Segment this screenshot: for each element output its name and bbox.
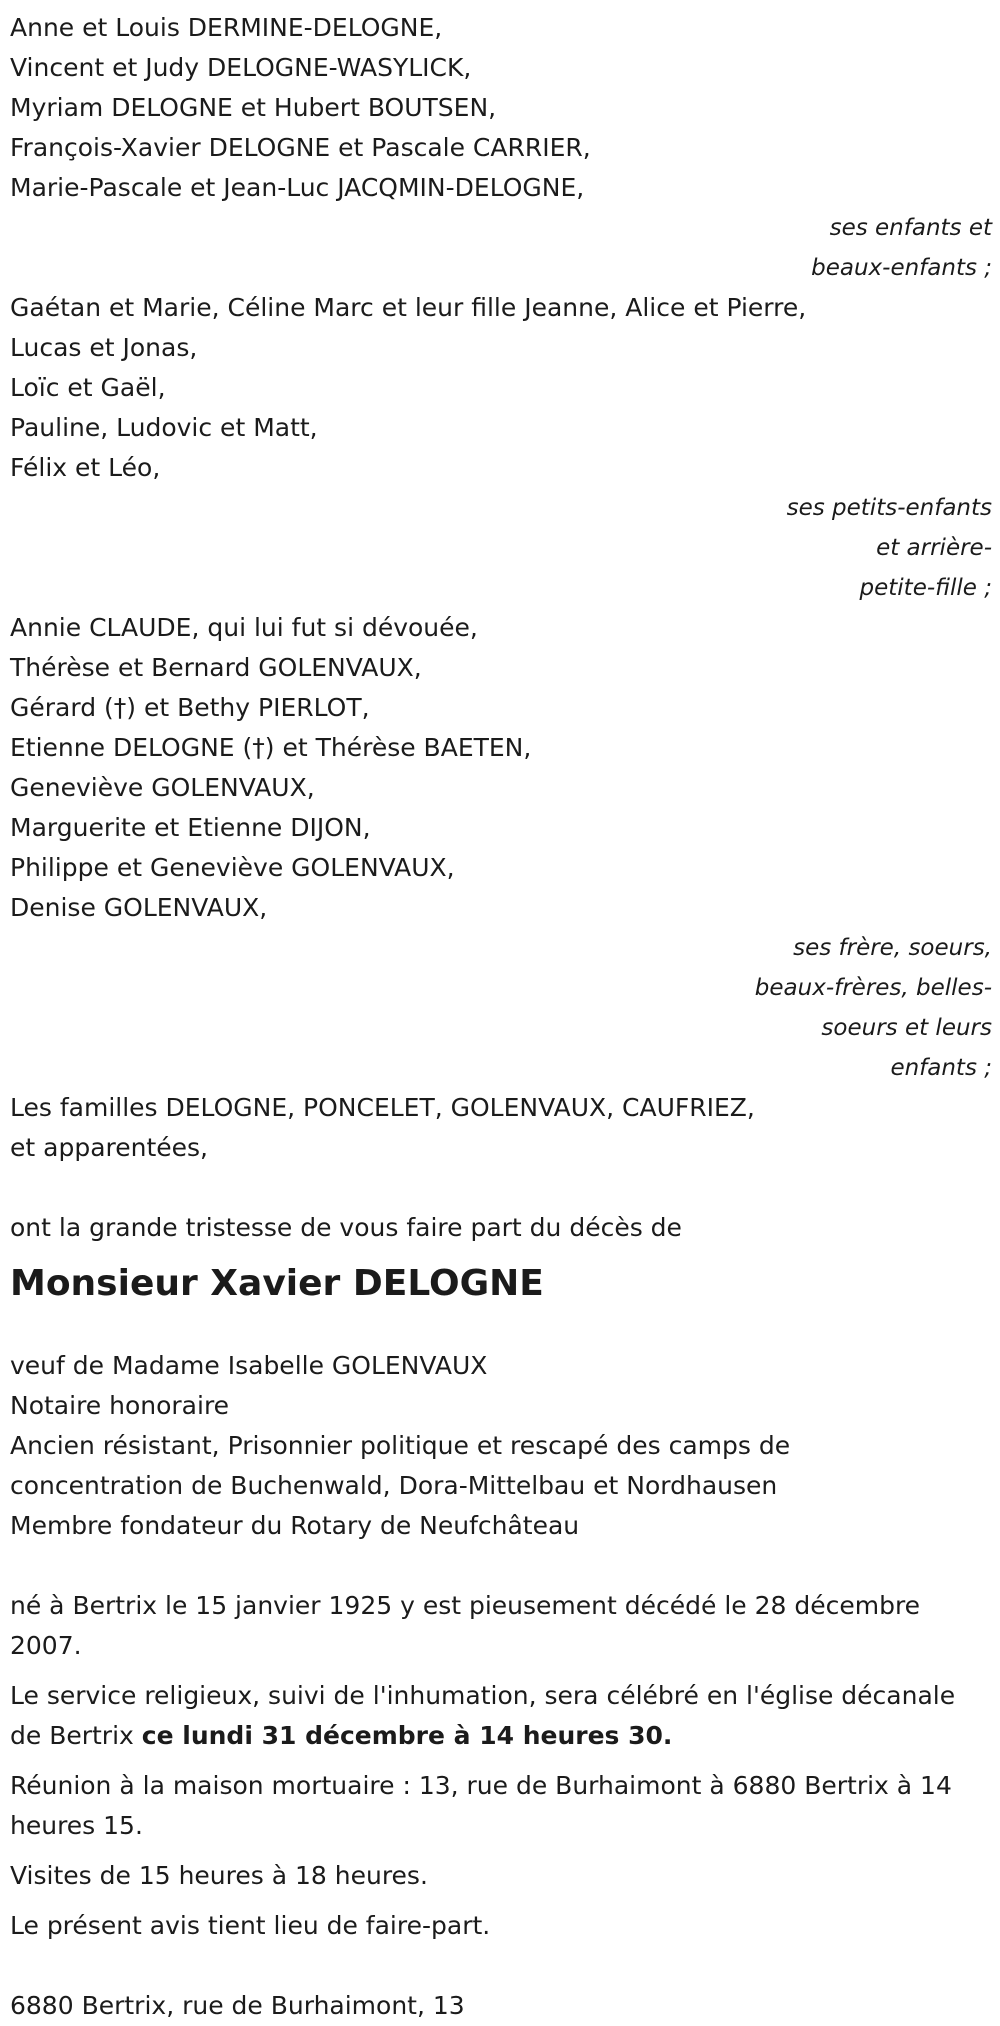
list-item: Marie-Pascale et Jean-Luc JACQMIN-DELOGNE, [10, 173, 585, 202]
address-text: 6880 Bertrix, rue de Burhaimont, 13 [10, 1991, 465, 2020]
address [10, 1986, 992, 2026]
birth-death-paragraph: né à Bertrix le 15 janvier 1925 y est pieusement décédé le 28 décembre 2007. [10, 1591, 921, 1660]
announcement [10, 1208, 992, 1248]
list-item: Gaétan et Marie, Céline Marc et leur fille Jeanne, Alice et Pierre, [10, 293, 807, 322]
grandchildren-list [10, 288, 992, 488]
detail-line: Notaire honoraire [10, 1391, 230, 1420]
obituary-document [10, 8, 992, 2026]
children-list [10, 8, 992, 208]
caption-line: et arrière- [876, 535, 992, 561]
spacer [10, 1168, 992, 1208]
list-item: et apparentées, [10, 1133, 208, 1162]
spacer [10, 1306, 992, 1346]
list-item: Thérèse et Bernard GOLENVAUX, [10, 653, 422, 682]
list-item: Les familles DELOGNE, PONCELET, GOLENVAUX, CAUFRIEZ, [10, 1093, 755, 1122]
caption-line: petite-fille ; [859, 575, 992, 601]
caption-line: enfants ; [890, 1055, 992, 1081]
list-item: Gérard (†) et Bethy PIERLOT, [10, 693, 370, 722]
list-item: Lucas et Jonas, [10, 333, 198, 362]
list-item: Félix et Léo, [10, 453, 161, 482]
list-item: Vincent et Judy DELOGNE-WASYLICK, [10, 53, 472, 82]
children-caption [10, 208, 992, 288]
list-item: Etienne DELOGNE (†) et Thérèse BAETEN, [10, 733, 532, 762]
service-paragraph [10, 1676, 992, 1756]
visits-paragraph: Visites de 15 heures à 18 heures. [10, 1861, 428, 1890]
spacer [10, 1946, 992, 1986]
siblings-caption [10, 928, 992, 1088]
deceased-name: Monsieur Xavier DELOGNE [10, 1263, 544, 1304]
list-item: Geneviève GOLENVAUX, [10, 773, 315, 802]
caption-line: ses petits-enfants [786, 495, 992, 521]
list-item: Myriam DELOGNE et Hubert BOUTSEN, [10, 93, 497, 122]
list-item: Philippe et Geneviève GOLENVAUX, [10, 853, 455, 882]
list-item: Pauline, Ludovic et Matt, [10, 413, 318, 442]
detail-line: Membre fondateur du Rotary de Neufchâteau [10, 1511, 580, 1540]
caption-line: beaux-frères, belles- [754, 975, 992, 1001]
notice-paragraph: Le présent avis tient lieu de faire-part. [10, 1911, 491, 1940]
list-item: Annie CLAUDE, qui lui fut si dévouée, [10, 613, 478, 642]
caption-line: soeurs et leurs [821, 1015, 992, 1041]
reunion-paragraph: Réunion à la maison mortuaire : 13, rue de Burhaimont à 6880 Bertrix à 14 heures 15. [10, 1771, 952, 1840]
list-item: Denise GOLENVAUX, [10, 893, 268, 922]
caption-line: ses enfants et [829, 215, 992, 241]
list-item: François-Xavier DELOGNE et Pascale CARRIER, [10, 133, 591, 162]
grandchildren-caption [10, 488, 992, 608]
caption-line: beaux-enfants ; [811, 255, 992, 281]
service-text: Le service religieux, suivi de l'inhumation, sera célébré en l'église décanale de Bertrix [10, 1681, 956, 1750]
detail-line: concentration de Buchenwald, Dora-Mittelbau et Nordhausen [10, 1471, 778, 1500]
list-item: Loïc et Gaël, [10, 373, 166, 402]
spacer [10, 1546, 992, 1586]
service-time: ce lundi 31 décembre à 14 heures 30. [141, 1721, 673, 1750]
detail-line: veuf de Madame Isabelle GOLENVAUX [10, 1351, 488, 1380]
siblings-list [10, 608, 992, 928]
announcement-text: ont la grande tristesse de vous faire part du décès de [10, 1213, 682, 1242]
families-list [10, 1088, 992, 1168]
list-item: Anne et Louis DERMINE-DELOGNE, [10, 13, 443, 42]
deceased-details [10, 1346, 992, 1546]
list-item: Marguerite et Etienne DIJON, [10, 813, 371, 842]
caption-line: ses frère, soeurs, [793, 935, 992, 961]
detail-line: Ancien résistant, Prisonnier politique et rescapé des camps de [10, 1431, 791, 1460]
